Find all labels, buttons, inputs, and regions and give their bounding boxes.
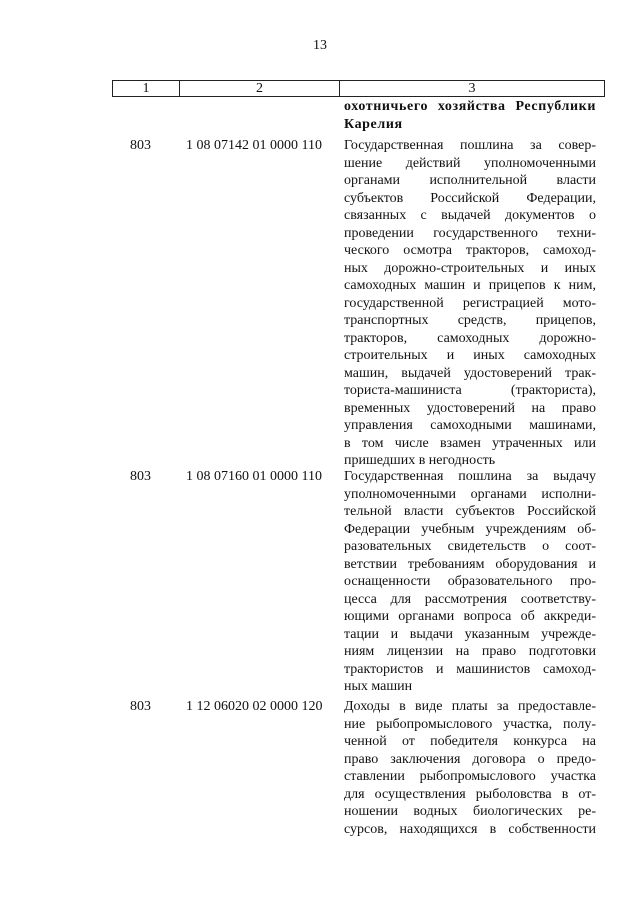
text-line: строительных и иных самоходных xyxy=(344,348,596,363)
text-line: Доходы в виде платы за предоставле- xyxy=(344,699,596,714)
text-line: пришедших в негодность xyxy=(344,453,496,468)
text-line: ние рыбопромыслового участка, полу- xyxy=(344,716,596,732)
row-description xyxy=(344,137,596,470)
budget-code: 1 08 07160 01 0000 110 xyxy=(186,469,322,484)
table-header xyxy=(112,80,605,97)
admin-code: 803 xyxy=(130,469,151,484)
text-line: ных машин xyxy=(344,679,413,694)
text-line: Государственная пошлина за совер- xyxy=(344,138,596,153)
page-number: 13 xyxy=(313,38,327,53)
text-line: цесса для рассмотрения соответству- xyxy=(344,591,596,607)
text-line: ческого осмотра тракторов, самоход- xyxy=(344,243,596,258)
header-col-1: 1 xyxy=(113,81,180,96)
text-line: государственной регистрацией мото- xyxy=(344,295,596,311)
budget-code: 1 12 06020 02 0000 120 xyxy=(186,699,323,714)
header-col-3: 3 xyxy=(468,81,476,96)
text-line: Федерации учебным учреждениям об- xyxy=(344,521,596,537)
text-line: ных дорожно-строительных и иных xyxy=(344,260,596,276)
text-line: ториста-машиниста (тракториста), xyxy=(344,383,596,398)
text-line: управления самоходными машинами, xyxy=(344,418,596,433)
admin-code: 803 xyxy=(130,138,151,153)
text-line: самоходных машин и прицепов к ним, xyxy=(344,278,596,293)
text-line: трактористов и машинистов самоход- xyxy=(344,661,596,677)
text-line: машин, выдачей удостоверений трак- xyxy=(344,365,596,381)
text-line: ниям лицензии на право подготовки xyxy=(344,644,596,659)
text-line: оснащенности образовательного про- xyxy=(344,574,596,589)
text-line: ченной от победителя конкурса на xyxy=(344,734,596,749)
text-line: разовательных свидетельств о соот- xyxy=(344,539,596,554)
continuation-text xyxy=(344,98,596,133)
admin-code: 803 xyxy=(130,699,151,714)
text-line: Государственная пошлина за выдачу xyxy=(344,469,596,484)
text-line: шение действий уполномоченными xyxy=(344,155,596,171)
text-line: ющими органами вопроса об аккреди- xyxy=(344,609,596,624)
text-line: ставлении рыбопромыслового участка xyxy=(344,769,596,784)
text-line: для осуществления рыболовства в от- xyxy=(344,786,596,802)
text-line: в том числе взамен утраченных или xyxy=(344,435,596,451)
text-line: право заключения договора о предо- xyxy=(344,751,596,767)
text-line: субъектов Российской Федерации, xyxy=(344,190,596,206)
text-line: сурсов, находящихся в собственности xyxy=(344,821,596,837)
text-line: уполномоченными органами исполни- xyxy=(344,486,596,502)
text-line: ношении водных биологических ре- xyxy=(344,804,596,819)
row-description xyxy=(344,468,596,696)
header-col-2: 2 xyxy=(180,81,340,96)
text-line: тации и выдачи указанным учрежде- xyxy=(344,626,596,642)
text-line: тельной власти субъектов Российской xyxy=(344,504,596,519)
text-line: ветствии требованиям оборудования и xyxy=(344,556,596,572)
text-line: Карелия xyxy=(344,116,403,132)
text-line: транспортных средств, прицепов, xyxy=(344,313,596,328)
budget-code: 1 08 07142 01 0000 110 xyxy=(186,138,322,153)
text-line: охотничьего хозяйства Республики xyxy=(344,99,596,114)
text-line: связанных с выдачей документов о xyxy=(344,208,596,223)
text-line: органами исполнительной власти xyxy=(344,173,596,188)
text-line: тракторов, самоходных дорожно- xyxy=(344,330,596,346)
text-line: временных удостоверений на право xyxy=(344,400,596,416)
row-description xyxy=(344,698,596,838)
text-line: проведении государственного техни- xyxy=(344,225,596,241)
